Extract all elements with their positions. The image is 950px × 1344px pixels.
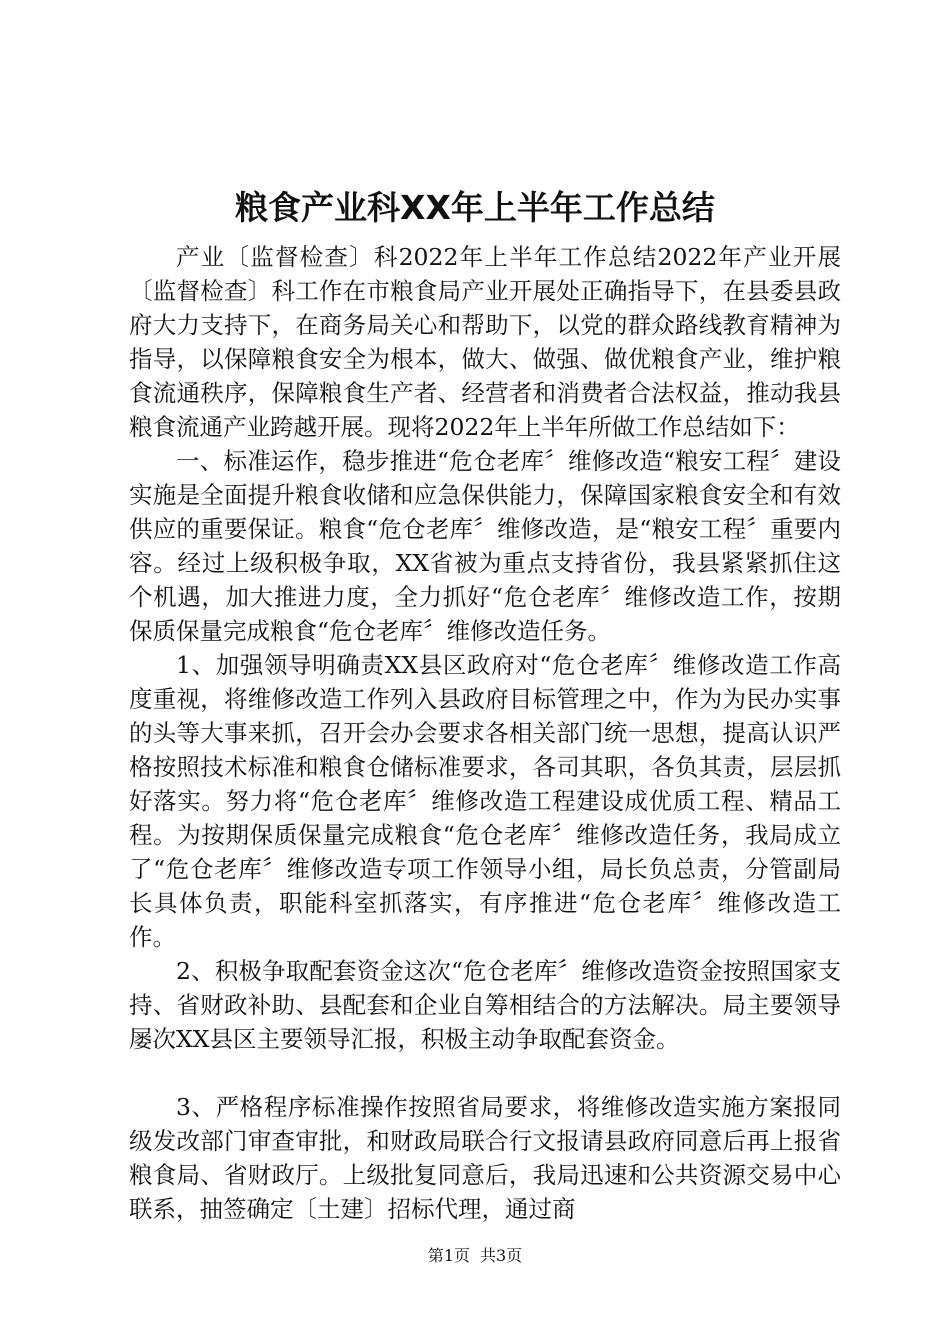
- page-total: 共3页: [480, 1246, 523, 1265]
- paragraph-section-one: 一、标准运作，稳步推进“危仓老库〞维修改造“粮安工程〞建设实施是全面提升粮食收储和应急保供能力，保障国家粮食安全和有效供应的重要保证。粮食“危仓老库〞维修改造，是“粮安工程〞重要内容。经过上级积极争取，XX省被为重点支持省份，我县紧紧抓住这个机遇，加大推进力度，全力抓好“危仓老库〞维修改造工作，按期保质保量完成粮食“危仓老库〞维修改造任务。: [129, 447, 841, 645]
- document-title: 粮食产业科XX年上半年工作总结: [235, 188, 715, 227]
- paragraph-item-three: 3、严格程序标准操作按照省局要求，将维修改造实施方案报同级发改部门审查审批，和财政局联合行文报请县政府同意后再上报省粮食局、省财政厅。上级批复同意后，我局迅速和公共资源交易中心联系，抽签确定〔土建〕招标代理，通过商: [129, 1093, 841, 1223]
- document-body: [129, 240, 841, 1226]
- paragraph-item-one: 1、加强领导明确责XX县区政府对“危仓老库〞维修改造工作高度重视，将维修改造工作列入县政府目标管理之中，作为为民办实事的头等大事来抓，召开会办会要求各相关部门统一思想，提高认识严格按照技术标准和粮食仓储标准要求，各司其职，各负其责，层层抓好落实。努力将“危仓老库〞维修改造工程建设成优质工程、精品工程。为按期保质保量完成粮食“危仓老库〞维修改造任务，我局成立了“危仓老库〞维修改造专项工作领导小组，局长负总责，分管副局长具体负责，职能科室抓落实，有序推进“危仓老库〞维修改造工作。: [129, 651, 841, 951]
- page-footer: [0, 1245, 950, 1267]
- paragraph-item-two: 2、积极争取配套资金这次“危仓老库〞维修改造资金按照国家支持、省财政补助、县配套和企业自筹相结合的方法解决。局主要领导屡次XX县区主要领导汇报，积极主动争取配套资金。: [129, 957, 841, 1053]
- page-number: 第1页: [427, 1246, 470, 1265]
- paragraph-intro: 产业〔监督检查〕科2022年上半年工作总结2022年产业开展〔监督检查〕科工作在市粮食局产业开展处正确指导下，在县委县政府大力支持下，在商务局关心和帮助下，以党的群众路线教育精神为指导，以保障粮食安全为根本，做大、做强、做优粮食产业，维护粮食流通秩序，保障粮食生产者、经营者和消费者合法权益，推动我县粮食流通产业跨越开展。现将2022年上半年所做工作总结如下：: [129, 243, 841, 441]
